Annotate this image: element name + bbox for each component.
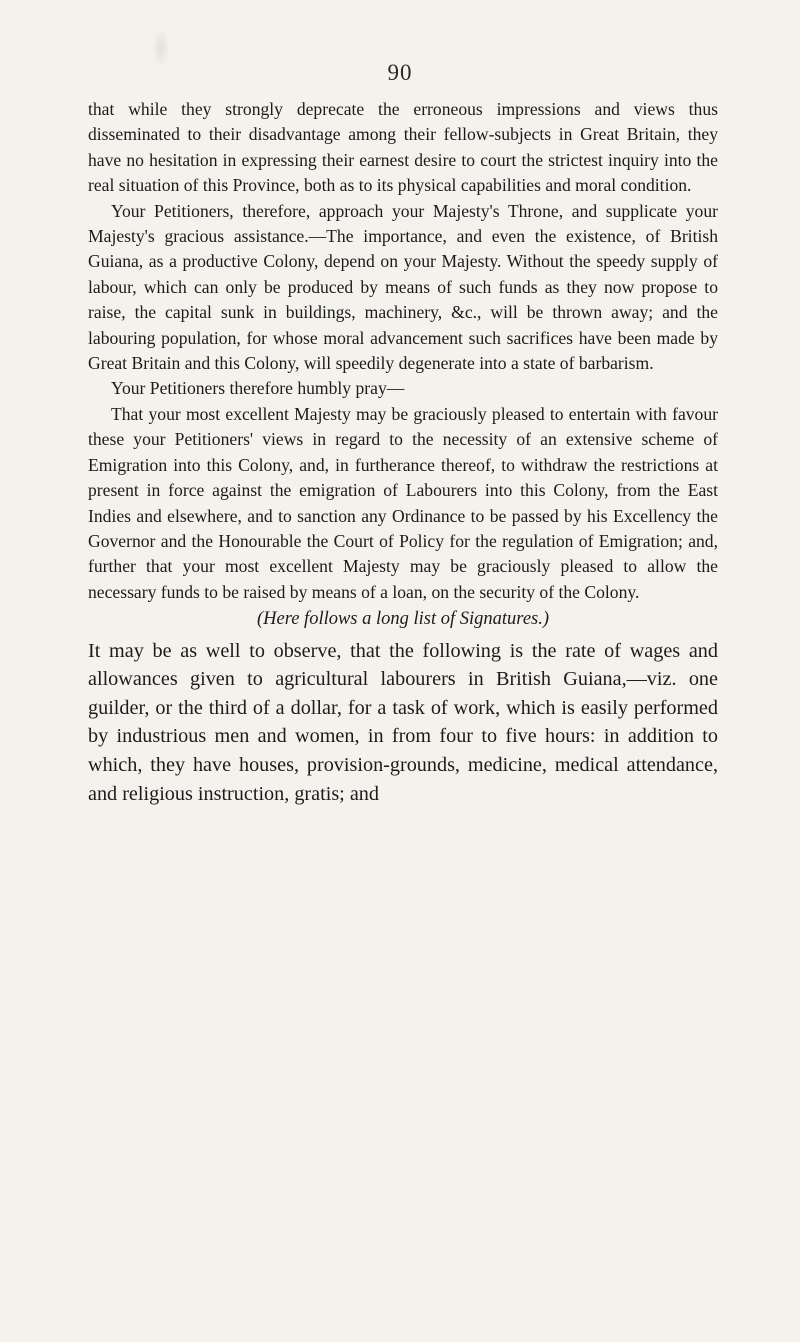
page-number: 90 (387, 60, 413, 85)
signatures-note: (Here follows a long list of Signatures.) (256, 609, 550, 630)
paragraph-humbly-pray: Your Petitioners therefore humbly pray— (111, 378, 405, 399)
paragraph-petitioners-approach: Your Petitioners, therefore, approach your Majesty's Throne, and supplicate your Majesty's gracious assistance.—The importance, and even the existence, of British Guiana, as a productive Colony, depend on your Majesty. Without the speedy supply of labour, which can only be produced by means of such funds as they now propose to raise, the capital sunk in buildings, machinery, &c., will be thrown away; and the labouring population, for whose moral advancement such sacrifices have been made by Great Britain and this Colony, will speedily degenerate into a state of barbarism. (88, 200, 718, 374)
closing-section (88, 637, 718, 809)
paragraph-continuation: that while they strongly deprecate the erroneous impressions and views thus disseminated to their disadvantage among their fellow-subjects in Great Britain, they have no hesitation in expressing their earnest desire to court the strictest inquiry into the real situation of this Province, both as to its physical capabilities and moral condition. (88, 99, 718, 196)
paragraph-prayer: That your most excellent Majesty may be graciously pleased to entertain with favour these your Petitioners' views in regard to the necessity of an extensive scheme of Emigration into this Colony, and, in furtherance thereof, to withdraw the restrictions at present in force against the emigration of Labourers into this Colony, from the East Indies and elsewhere, and to sanction any Ordinance to be passed by his Excellency the Governor and the Honourable the Court of Policy for the regulation of Emigration; and, further that your most excellent Majesty may be graciously pleased to allow the necessary funds to be raised by means of a loan, on the security of the Colony. (88, 403, 718, 602)
body-text (88, 97, 718, 808)
paragraph-wages: It may be as well to observe, that the following is the rate of wages and allowances given to agricultural labourers in British Guiana,—viz. one guilder, or the third of a dollar, for a task of work, which is easily performed by industrious men and women, in from four to five hours: in addition to which, they have houses, provision-grounds, medicine, medical attendance, and religious instruction, gratis; and (88, 639, 718, 805)
